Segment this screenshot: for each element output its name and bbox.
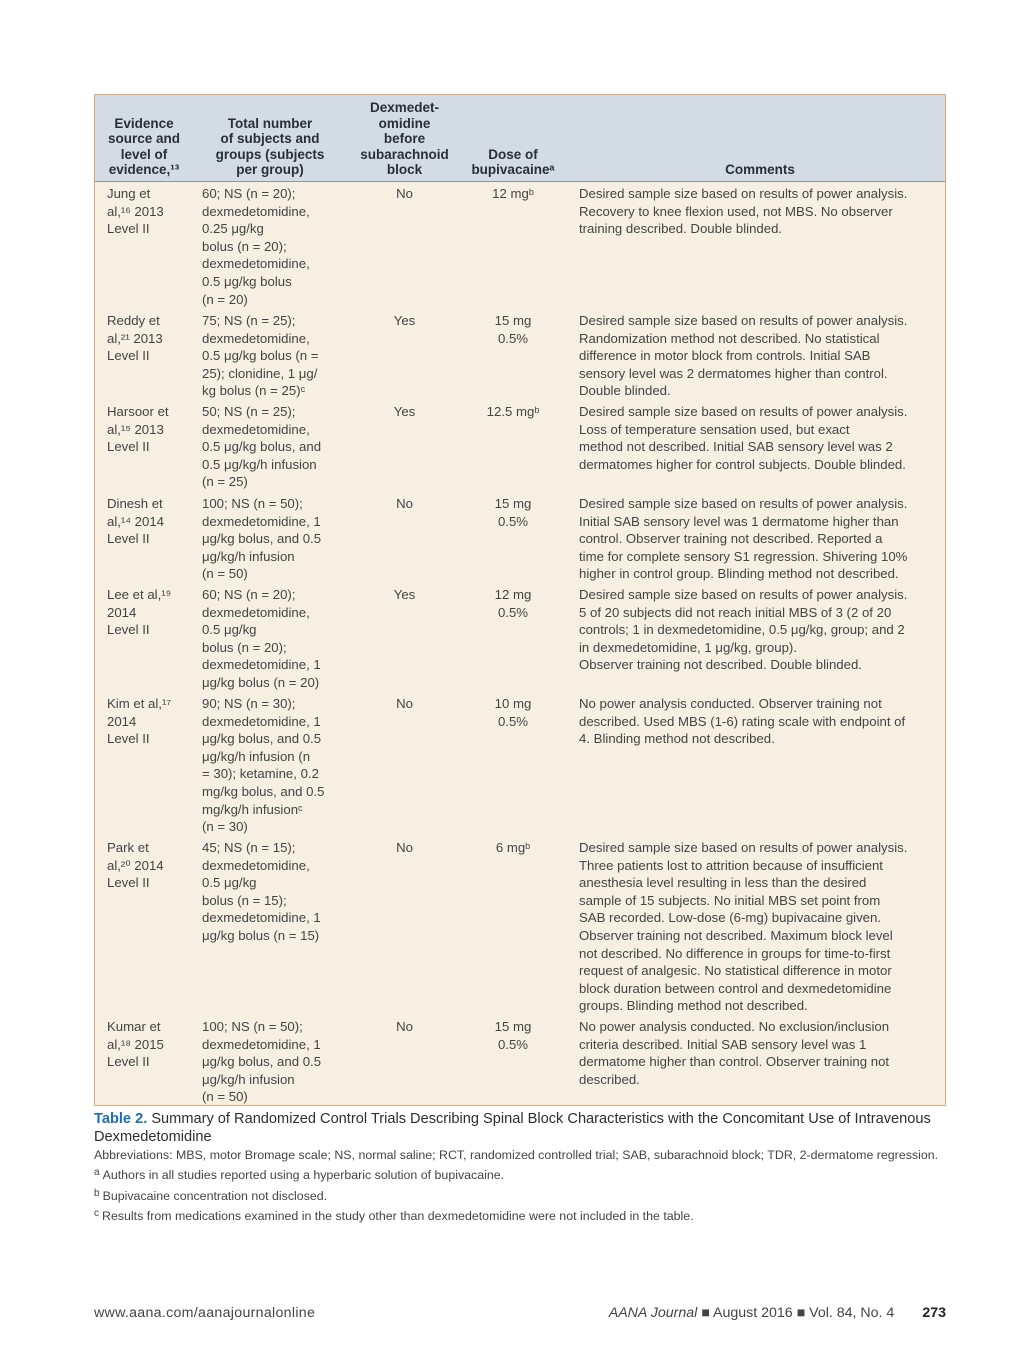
footnote-c-text: Results from medications examined in the study other than dexmedetomidine were not included in the table. (102, 1209, 694, 1224)
cell-source: Harsoor et al,¹⁵ 2013 Level II (107, 404, 169, 455)
cell-dose: 15 mg 0.5% (494, 313, 532, 346)
table-title: Summary of Randomized Control Trials Describing Spinal Block Characteristics with the Concomitant Use of Intravenous Dexmedetomidine (94, 1111, 931, 1145)
cell-comments: No power analysis conducted. Observer training not described. Used MBS (1-6) rating scale with endpoint of 4. Blinding method not described. (579, 696, 906, 747)
cell-before-block: No (396, 496, 413, 511)
cell-source: Kim et al,¹⁷ 2014 Level II (107, 696, 172, 747)
footnote-a-text: Authors in all studies reported using a hyperbaric solution of bupivacaine. (102, 1168, 505, 1183)
cell-source: Kumar et al,¹⁸ 2015 Level II (107, 1019, 164, 1070)
header-total-subjects: Total number of subjects and groups (subjects per group) (215, 115, 325, 178)
header-dex-before-block: Dexmedet- omidine before subarachnoid block (360, 100, 449, 178)
table-header (95, 95, 945, 182)
cell-source: Reddy et al,²¹ 2013 Level II (107, 313, 163, 364)
cell-dose: 10 mg 0.5% (494, 696, 532, 729)
journal-name: AANA Journal (608, 1305, 698, 1321)
cell-source: Jung et al,¹⁶ 2013 Level II (107, 186, 164, 237)
cell-before-block: Yes (393, 404, 416, 419)
cell-dose: 15 mg 0.5% (494, 496, 532, 529)
table-caption (94, 1111, 954, 1146)
cell-source: Park et al,²⁰ 2014 Level II (107, 840, 164, 891)
cell-dose: 12 mg 0.5% (494, 587, 532, 620)
header-bupivacaine-dose: Dose of bupivacaineᵃ (471, 146, 555, 178)
footnote-b-mark: b (94, 1187, 100, 1199)
evidence-table (94, 94, 946, 1106)
table-notes (94, 1147, 954, 1226)
cell-subjects: 60; NS (n = 20); dexmedetomidine, 0.25 μg/kg bolus (n = 20); dexmedetomidine, 0.5 μg/kg bolus (n = 20) (202, 186, 310, 307)
footnote-a-mark: a (94, 1167, 100, 1179)
cell-comments: Desired sample size based on results of power analysis. Loss of temperature sensation used, but exact method not described. Initial SAB sensory level was 2 dermatomes higher for control subjects. Double blinded. (579, 404, 908, 472)
cell-comments: Desired sample size based on results of power analysis. 5 of 20 subjects did not reach initial MBS of 3 (2 of 20 controls; 1 in dexmedetomidine, 0.5 μg/kg, group; and 2 in dexmedetomidine, 1 μg/kg, group). Observer training not described. Double blinded. (579, 587, 908, 673)
abbreviations-note: Abbreviations: MBS, motor Bromage scale; NS, normal saline; RCT, randomized controlled trial; SAB, subarachnoid block; TDR, 2-dermatome regression. (94, 1148, 939, 1162)
cell-comments: Desired sample size based on results of power analysis. Randomization method not described. No statistical difference in motor block from controls. Initial SAB sensory level was 2 dermatomes higher than control. Double blinded. (579, 313, 908, 399)
cell-subjects: 75; NS (n = 25); dexmedetomidine, 0.5 μg/kg bolus (n = 25); clonidine, 1 μg/ kg bolus (n = 25)ᶜ (202, 313, 319, 399)
cell-subjects: 100; NS (n = 50); dexmedetomidine, 1 μg/kg bolus, and 0.5 μg/kg/h infusion (n = 50) (202, 496, 322, 582)
footnote-b (94, 1185, 954, 1205)
cell-subjects: 45; NS (n = 15); dexmedetomidine, 0.5 μg/kg bolus (n = 15); dexmedetomidine, 1 μg/kg bolus (n = 15) (202, 840, 321, 943)
cell-before-block: No (396, 696, 413, 711)
cell-before-block: Yes (393, 587, 416, 602)
header-comments: Comments (725, 162, 795, 178)
footnote-c (94, 1205, 954, 1225)
journal-issue (609, 1305, 946, 1321)
header-evidence-source: Evidence source and level of evidence,¹³ (107, 115, 181, 178)
cell-source: Dinesh et al,¹⁴ 2014 Level II (107, 496, 164, 547)
issue-info: ■ August 2016 ■ Vol. 84, No. 4 (697, 1305, 895, 1321)
cell-dose: 6 mgᵇ (495, 840, 531, 855)
cell-subjects: 60; NS (n = 20); dexmedetomidine, 0.5 μg/kg bolus (n = 20); dexmedetomidine, 1 μg/kg bolus (n = 20) (202, 587, 321, 690)
cell-subjects: 50; NS (n = 25); dexmedetomidine, 0.5 μg/kg bolus, and 0.5 μg/kg/h infusion (n = 25) (202, 404, 322, 490)
cell-comments: No power analysis conducted. No exclusion/inclusion criteria described. Initial SAB sensory level was 1 dermatome higher than control. Observer training not described. (579, 1019, 890, 1087)
journal-url: www.aana.com/aanajournalonline (94, 1305, 316, 1321)
footnote-a (94, 1164, 954, 1184)
cell-dose: 15 mg 0.5% (494, 1019, 532, 1052)
footnote-b-text: Bupivacaine concentration not disclosed. (102, 1188, 328, 1203)
cell-comments: Desired sample size based on results of power analysis. Initial SAB sensory level was 1 dermatome higher than control. Observer training not described. Reported a time for complete sensory S1 regression. Shivering 10% higher in control group. Blinding method not described. (579, 496, 908, 582)
cell-subjects: 90; NS (n = 30); dexmedetomidine, 1 μg/kg bolus, and 0.5 μg/kg/h infusion (n = 30); ketamine, 0.2 mg/kg bolus, and 0.5 mg/kg/h infusionᶜ (n = 30) (202, 696, 325, 835)
cell-source: Lee et al,¹⁹ 2014 Level II (107, 587, 172, 638)
footnote-c-mark: c (94, 1208, 99, 1220)
cell-before-block: No (396, 840, 413, 855)
cell-before-block: No (396, 1019, 413, 1034)
page-number: 273 (922, 1305, 946, 1321)
cell-dose: 12 mgᵇ (492, 186, 534, 201)
cell-comments: Desired sample size based on results of power analysis. Three patients lost to attrition because of insufficient anesthesia level resulting in less than the desired sample of 15 subjects. No initial MBS set point from SAB recorded. Low-dose (6-mg) bupivacaine given. Observer training not described. Maximum block level not described. No difference in groups for time-to-first request of analgesic. No statistical difference in motor block duration between control and dexmedetomidine groups. Blinding method not described. (579, 840, 908, 1014)
cell-comments: Desired sample size based on results of power analysis. Recovery to knee flexion used, not MBS. No observer training described. Double blinded. (579, 186, 908, 237)
cell-dose: 12.5 mgᵇ (486, 404, 540, 419)
cell-subjects: 100; NS (n = 50); dexmedetomidine, 1 μg/kg bolus, and 0.5 μg/kg/h infusion (n = 50) (202, 1019, 322, 1105)
cell-before-block: Yes (393, 313, 416, 328)
cell-before-block: No (396, 186, 413, 201)
table-label: Table 2. (94, 1111, 148, 1127)
